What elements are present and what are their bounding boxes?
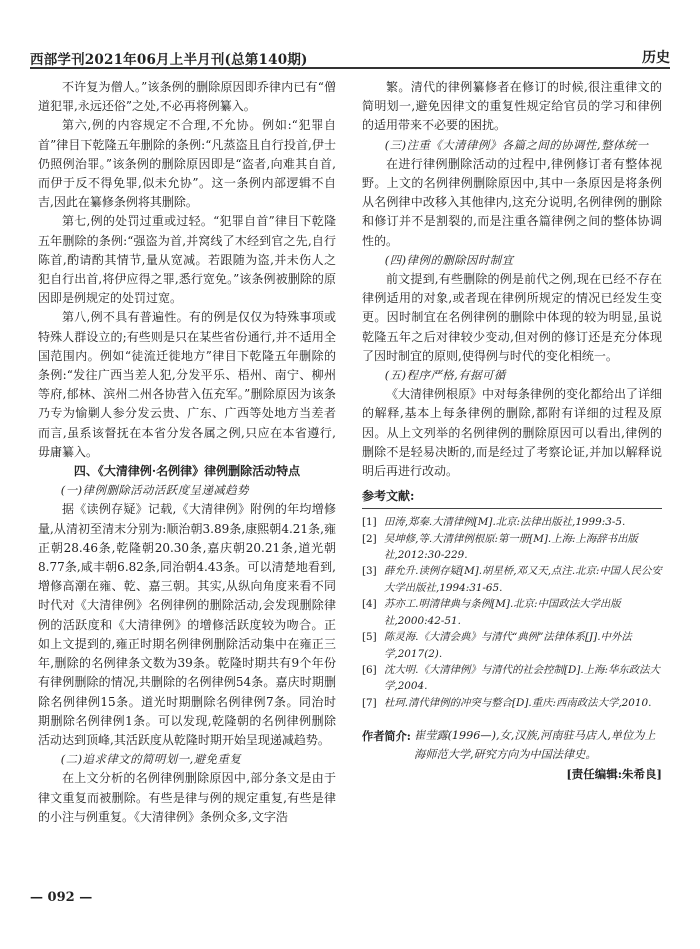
reference-item bbox=[362, 695, 662, 711]
section-heading: (一)律例删除活动活跃度呈递减趋势 bbox=[60, 483, 250, 498]
reference-text: 田涛,郑秦.大清律例[M].北京:法律出版社,1999:3-5. bbox=[384, 516, 626, 529]
reference-number: [3] bbox=[362, 565, 377, 578]
body-paragraph: 繁。清代的律例纂修者在修订的时候,很注重律文的简明划一,避免因律文的重复性规定给官员的学习和律例的适用带来不必要的困扰。 bbox=[362, 80, 662, 133]
page-number: — 092 — bbox=[30, 890, 93, 905]
body-paragraph: 前文提到,有些删除的例是前代之例,现在已经不存在律例适用的对象,或者现在律例所规定的情况已经发生变更。因时制宜在名例律例的删除中体现的较为明显,虽说乾隆五年之后对律较少变动,但对例的修订还是充分体现了因时制宜的原则,使得例与时代的变化相统一。 bbox=[362, 272, 662, 363]
reference-number: [4] bbox=[362, 598, 377, 611]
author-intro bbox=[362, 727, 662, 764]
header-rule bbox=[30, 67, 670, 69]
section-heading: 四、《大清律例·名例律》律例删除活动特点 bbox=[73, 464, 301, 479]
reference-item bbox=[362, 563, 662, 596]
page-header bbox=[30, 44, 670, 70]
reference-item bbox=[362, 531, 662, 564]
reference-number: [2] bbox=[362, 532, 377, 545]
reference-item bbox=[362, 629, 662, 662]
reference-item bbox=[362, 662, 662, 695]
body-paragraph: 《大清律例根原》中对每条律例的变化都给出了详细的解释,基本上每条律例的删除,都附有详细的过程及原因。从上文列举的名例律例的删除原因可以看出,律例的删除不是轻易决断的,而是经过了考察论证,并加以解释说明后再进行改动。 bbox=[362, 387, 663, 479]
right-column bbox=[362, 78, 662, 782]
author-intro-text: 崔莹露(1996—),女,汉族,河南驻马店人,单位为上海师范大学,研究方向为中国法律史。 bbox=[414, 729, 656, 761]
references-list bbox=[362, 514, 662, 711]
body-paragraph: 在进行律例删除活动的过程中,律例修订者有整体视野。上文的名例律例删除原因中,其中一条原因是将条例从名例律中改移入其他律内,这充分说明,名例律例的删除和修订并不是割裂的,而是注重各篇律例之间的整体协调性的。 bbox=[362, 156, 662, 248]
section-heading: (五)程序严格,有据可循 bbox=[384, 368, 506, 383]
reference-text: 陈灵海.《大清会典》与清代“典例”法律体系[J].中外法学,2017(2). bbox=[384, 631, 632, 660]
reference-item bbox=[362, 514, 662, 530]
section-title: 历史 bbox=[642, 50, 670, 66]
references-rule bbox=[362, 508, 662, 509]
right-body bbox=[362, 78, 662, 481]
reference-text: 杜珂.清代律例的冲突与整合[D].重庆:西南政法大学,2010. bbox=[384, 696, 652, 709]
author-intro-label: 作者简介: bbox=[362, 729, 411, 744]
section-heading: (三)注重《大清律例》各篇之间的协调性,整体统一 bbox=[384, 137, 649, 152]
body-paragraph: 不许复为僧人。”该条例的删除原因即乔律内已有“僧道犯罪,永远还俗”之处,不必再将例纂入。 bbox=[38, 80, 336, 114]
body-paragraph: 第七,例的处罚过重或过轻。“犯罪自首”律目下乾隆五年删除的条例:“强盗为首,并窝线了木经到官之先,自行陈首,酌请酌其情节,量从宽减。若跟随为盗,并未伤人之犯自行出首,将伊应得之罪,悉行宽免。”该条例被删除的原因即是例规定的处罚过宽。 bbox=[38, 214, 336, 306]
body-paragraph: 在上文分析的名例律例删除原因中,部分条文是由于律文重复而被删除。有些是律与例的规定重复,有些是律的小注与例重复。《大清律例》条例众多,文字浩 bbox=[38, 771, 336, 824]
reference-text: 吴坤修,等.大清律例根原:第一册[M].上海:上海辞书出版社,2012:30-229. bbox=[384, 532, 638, 562]
journal-issue: 西部学刊2021年06月上半月刊(总第140期) bbox=[30, 52, 308, 68]
left-column bbox=[38, 78, 336, 827]
reference-text: 沈大明.《大清律例》与清代的社会控制[D].上海:华东政法大学,2004. bbox=[384, 663, 660, 693]
reference-text: 苏亦工.明清律典与条例[M].北京:中国政法大学出版社,2000:42-51. bbox=[384, 598, 621, 627]
section-heading: (二)追求律文的简明划一,避免重复 bbox=[60, 752, 242, 767]
reference-item bbox=[362, 596, 662, 629]
responsible-editor: [责任编辑:朱希良] bbox=[566, 767, 662, 782]
reference-number: [5] bbox=[362, 631, 377, 644]
body-paragraph: 第六,例的内容规定不合理,不允协。例如:“犯罪自首”律目下乾隆五年删除的条例:“凡蒸盗且自行投首,伊士仍照例治罪。”该条例的删除原因即是“盗者,向难其自首,而伊于反不得免罪,似未允协”。这一条例内部逻辑不自吉,因此在纂修条例将其删除。 bbox=[38, 118, 336, 210]
references-title: 参考文献: bbox=[362, 489, 415, 504]
section-heading: (四)律例的删除因时制宜 bbox=[384, 252, 514, 267]
reference-text: 薛允升.读例存疑[M].胡星桥,邓又天,点注.北京:中国人民公安大学出版社,1994:31-65. bbox=[384, 565, 662, 594]
reference-number: [1] bbox=[362, 516, 377, 529]
body-paragraph: 据《读例存疑》记载,《大清律例》附例的年均增修量,从清初至清末分别为:顺治朝3.89条,康熙朝4.21条,雍正朝28.46条,乾隆朝20.30条,嘉庆朝20.21条,道光朝8.77条,咸丰朝6.82条,同治朝4.43条。可以清楚地看到,增修高潮在雍、乾、嘉三朝。其实,从纵向角度来看不同时代对《大清律例》名例律例的删除活动,会发现删除律例的活跃度和《大清律例》的增修活跃度较为吻合。正如上文提到的,雍正时期名例律例删除活动集中在雍正三年,删除的名例律条文数为39条。乾隆时期共有9个年份有律例删除的情况,共删除的名例律例54条。嘉庆时期删除名例律例15条。道光时期删除名例律例7条。同治时期删除名例律例1条。可以发现,乾隆朝的名例律例删除活动达到顶峰,其活跃度从乾隆时期开始呈现递减趋势。 bbox=[38, 502, 336, 747]
reference-number: [7] bbox=[362, 696, 377, 709]
body-paragraph: 第八,例不具有普遍性。有的例是仅仅为特殊事项或特殊人群设立的;有些则是只在某些省份通行,并不适用全国范围内。例如“徒流迁徙地方”律目下乾隆五年删除的条例:“发往广西当差人犯,分发平乐、梧州、南宁、柳州等府,郁林、滨州二州各协营入伍充军。”删除原因为该条乃专为愉剿人参分发云贵、广东、广西等处地方当差者而言,虽系该督抚在本省分发各属之例,只应在本省遵行,毋庸纂入。 bbox=[38, 310, 336, 459]
reference-number: [6] bbox=[362, 663, 377, 676]
